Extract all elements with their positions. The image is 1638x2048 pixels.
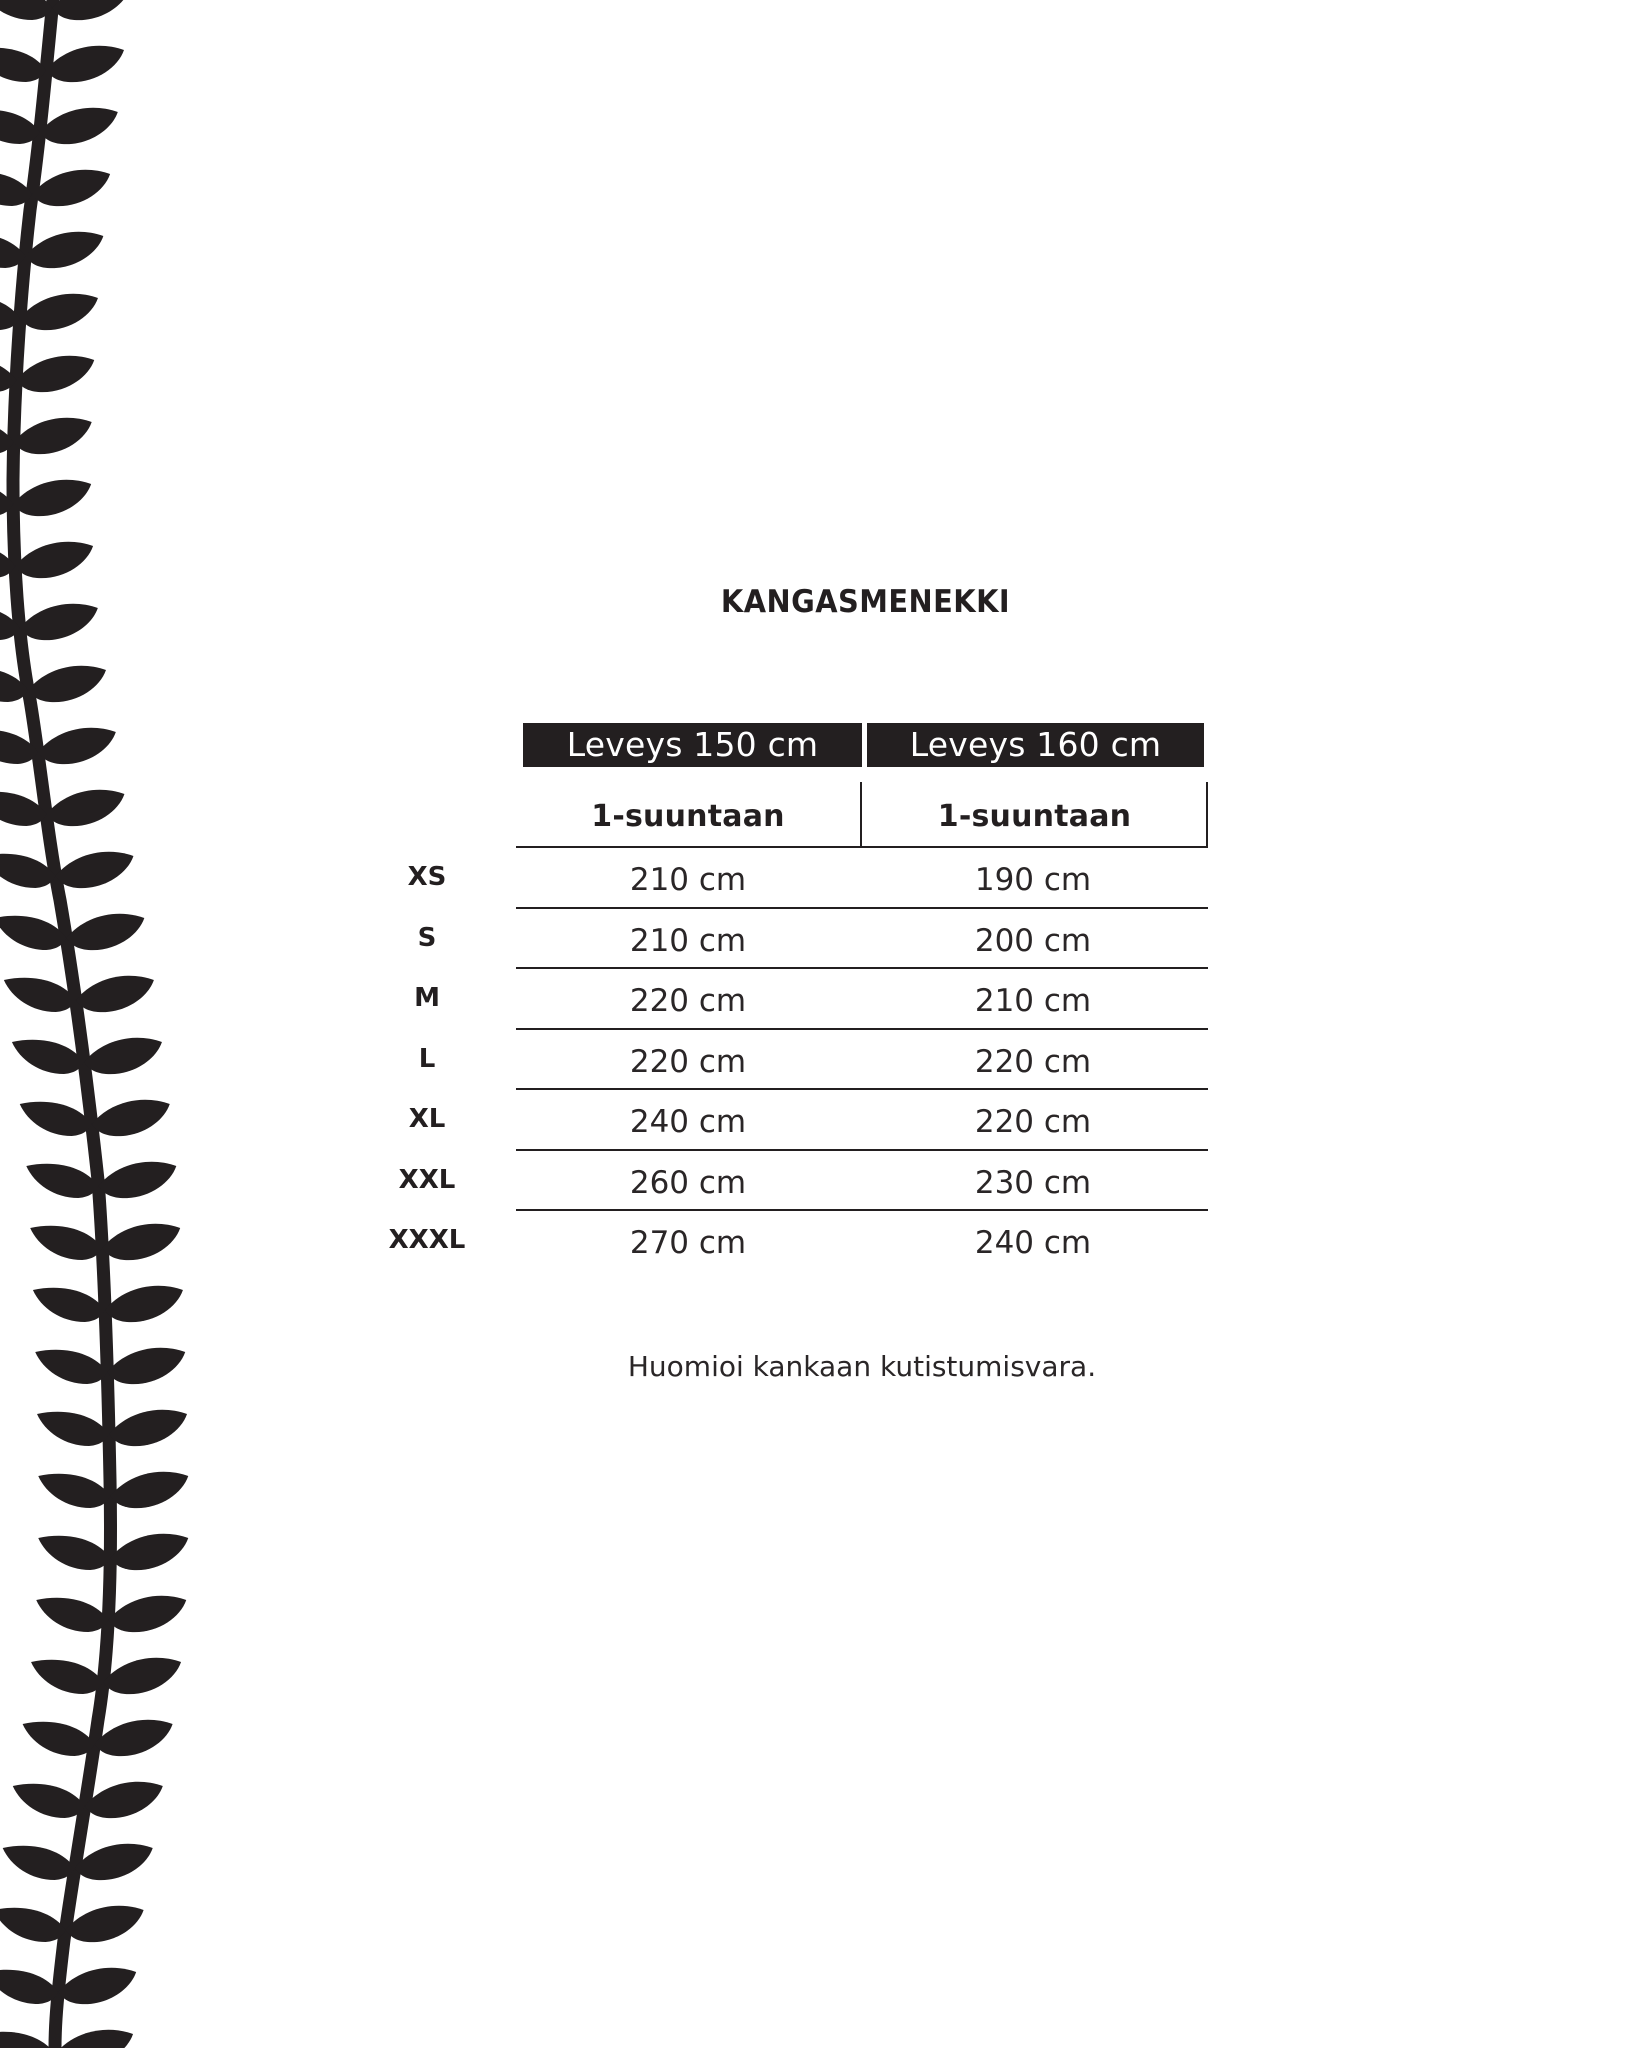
- sub-header-direction-150: 1-suuntaan: [591, 799, 785, 834]
- value-width-150: 220 cm: [629, 983, 747, 1019]
- value-width-160: 220 cm: [974, 1044, 1092, 1080]
- value-width-150: 270 cm: [629, 1225, 747, 1261]
- size-label: XS: [407, 862, 447, 892]
- column-divider: [860, 782, 862, 848]
- value-width-160: 240 cm: [974, 1225, 1092, 1261]
- size-label: L: [418, 1044, 436, 1074]
- row-rule: [516, 1149, 1208, 1151]
- value-width-160: 210 cm: [974, 983, 1092, 1019]
- value-width-150: 260 cm: [629, 1165, 747, 1201]
- row-rule: [516, 907, 1208, 909]
- page-title-text: KANGASMENEKKI: [720, 584, 1011, 620]
- size-label: M: [414, 983, 440, 1013]
- size-label: S: [417, 923, 437, 953]
- value-width-160: 200 cm: [974, 923, 1092, 959]
- table-right-border: [1206, 782, 1208, 848]
- value-width-150: 210 cm: [629, 862, 747, 898]
- row-rule: [516, 1209, 1208, 1211]
- size-label: XXL: [398, 1165, 456, 1195]
- leaf-vine-icon: [0, 0, 200, 2048]
- shrinkage-note: Huomioi kankaan kutistumisvara.: [627, 1350, 1097, 1383]
- sub-header-direction-160: 1-suuntaan: [937, 799, 1132, 834]
- value-width-150: 240 cm: [629, 1104, 747, 1140]
- row-rule: [516, 967, 1208, 969]
- row-rule: [516, 1088, 1208, 1090]
- page-title: [57, 584, 1580, 620]
- value-width-160: 220 cm: [974, 1104, 1092, 1140]
- column-header-width-160: Leveys 160 cm: [867, 723, 1204, 767]
- size-label: XL: [408, 1104, 446, 1134]
- value-width-160: 190 cm: [974, 862, 1092, 898]
- value-width-150: 210 cm: [629, 923, 747, 959]
- size-label: XXXL: [388, 1225, 466, 1255]
- column-header-width-150: Leveys 150 cm: [523, 723, 862, 767]
- header-rule: [516, 846, 1208, 848]
- value-width-160: 230 cm: [974, 1165, 1092, 1201]
- row-rule: [516, 1028, 1208, 1030]
- value-width-150: 220 cm: [629, 1044, 747, 1080]
